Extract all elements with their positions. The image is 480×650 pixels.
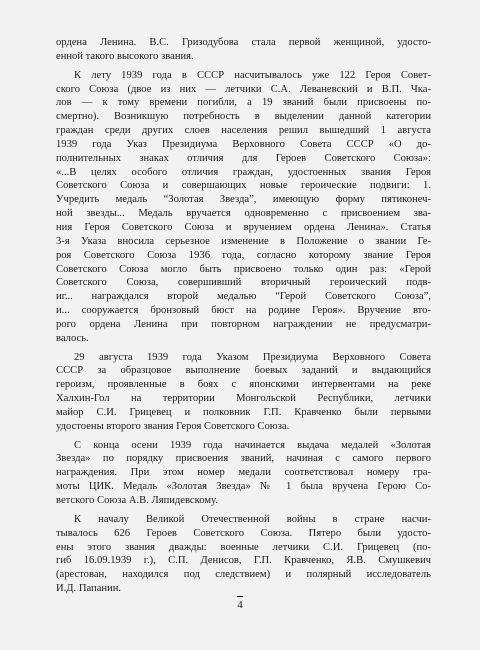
text-line: удостоены второго звания Героя Советского Союза. xyxy=(56,420,290,432)
text-line: енной такого высокого звания. xyxy=(56,50,194,62)
text-line: 1939 года Указ Президиума Верховного Совета СССР «О до- xyxy=(56,138,431,150)
text-line: смертно). Возникшую потребность в выделении данной категории xyxy=(56,111,431,123)
text-line: Советского Союза, совершивший вторичный героический подв- xyxy=(56,277,431,289)
text-line: гиб 16.09.1939 г.), С.П. Денисов, Г.П. Кравченко, Я.В. Смушкевич xyxy=(56,555,431,567)
text-line: и... сооружается бронзовый бюст на родине Героя». Вручение вто- xyxy=(56,305,431,317)
paragraph xyxy=(56,513,431,596)
text-line: валось. xyxy=(56,332,89,344)
text-line: «...В целях особого отличия граждан, удостоенных звания Героя xyxy=(56,166,431,178)
text-line: Советского Союза и совершающих новые героические подвиги: 1. xyxy=(56,180,431,192)
page-number xyxy=(0,596,480,611)
text-line: ены этого звания дважды: военные летчики С.И. Грицевец (по- xyxy=(56,541,431,553)
text-line: ной звезды... Медаль вручается одновременно с присвоением зва- xyxy=(56,208,431,220)
text-line: И.Д. Папанин. xyxy=(56,583,122,595)
page-body xyxy=(56,36,431,596)
text-line: Советского Союза могло быть присвоено только один раз: «Герой xyxy=(56,263,431,275)
text-line: К лету 1939 года в СССР насчитывалось уже 122 Героя Совет- xyxy=(74,69,431,81)
text-line: роя Советского Союза 1936 года, согласно которому звание Героя xyxy=(56,249,431,261)
page-number-rule xyxy=(237,596,243,597)
text-line: полнительных знаках отличия для Героев Советского Союза»: xyxy=(56,152,431,164)
text-line: СССР за образцовое выполнение боевых заданий и выдающийся xyxy=(56,365,431,377)
text-line: С конца осени 1939 года начинается выдача медалей «Золотая xyxy=(74,439,431,451)
text-line: награждения. При этом номер медали соответствовал номеру гра- xyxy=(56,467,431,479)
text-line: героизм, проявленные в боях с японскими интервентами на реке xyxy=(56,379,431,391)
paragraph xyxy=(56,439,431,508)
text-line: Халхин-Гол на территории Монгольской Республики, летчики xyxy=(56,393,431,405)
text-line: тывалось 626 Героев Советского Союза. Пятеро были удосто- xyxy=(56,527,431,539)
text-line: моты ЦИК. Медаль «Золотая Звезда» № 1 была вручена Герою Со- xyxy=(56,481,431,493)
text-line: рого ордена Ленина при повторном награждении не предусматри- xyxy=(56,318,431,330)
text-line: Звезда» по порядку присвоения званий, начиная с самого первого xyxy=(56,453,431,465)
paragraph xyxy=(56,36,431,64)
text-line: майор С.И. Грицевец и полковник Г.П. Кравченко были первыми xyxy=(56,406,431,418)
page-number-text: 4 xyxy=(237,599,243,611)
text-line: иг... награждался второй медалью “Герой Советского Союза”, xyxy=(56,291,431,303)
text-line: К началу Великой Отечественной войны в стране насчи- xyxy=(74,513,431,525)
text-line: Учредить медаль “Золотая Звезда”, имеющую форму пятиконеч- xyxy=(56,194,431,206)
text-line: лов — к тому времени погибли, а 19 званий были присвоены по- xyxy=(56,97,431,109)
text-line: ского Союза (двое из них — летчики С.А. Леваневский и В.П. Чка- xyxy=(56,83,431,95)
paragraph xyxy=(56,351,431,434)
text-line: ордена Ленина. В.С. Гризодубова стала первой женщиной, удосто- xyxy=(56,37,431,48)
text-line: ветского Союза А.В. Ляпидевскому. xyxy=(56,495,218,506)
text-line: 29 августа 1939 года Указом Президиума Верховного Совета xyxy=(74,351,431,363)
text-line: 3-я Указа вносила серьезное изменение в Положение о звании Ге- xyxy=(56,235,431,247)
text-line: ния Героя Советского Союза и вручением ордена Ленина». Статья xyxy=(56,221,431,233)
text-line: (арестован, находился под следствием) и полярный исследователь xyxy=(56,569,431,581)
text-line: граждан среди других слоев населения решил вышедший 1 августа xyxy=(56,125,431,137)
paragraph xyxy=(56,69,431,346)
